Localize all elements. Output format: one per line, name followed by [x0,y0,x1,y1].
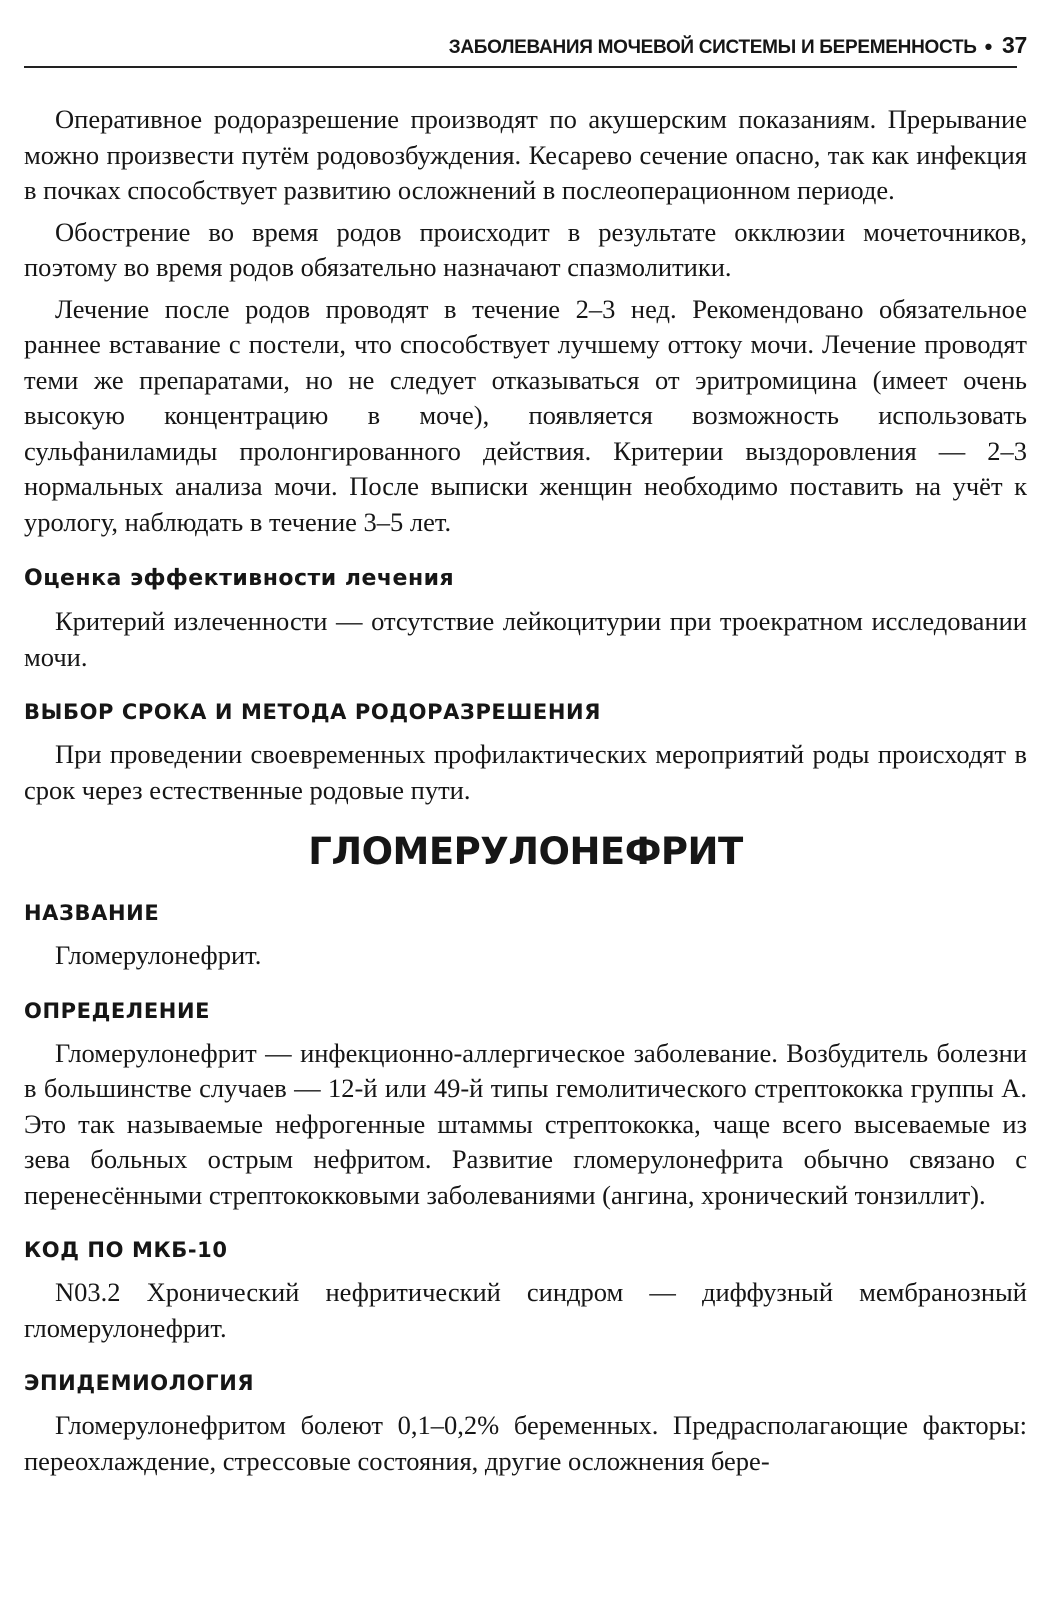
header-rule [24,66,1017,68]
book-page [24,30,1027,1479]
heading-epidemiology: ЭПИДЕМИОЛОГИЯ [24,1371,255,1395]
heading-name: НАЗВАНИЕ [24,901,160,925]
paragraph-definition: Гломерулонефрит — инфекционно-аллергическое заболевание. Возбудитель болезни в большинстве случаев — 12-й или 49-й типы гемолитического стрептококка группы А. Это так называемые нефрогенные штаммы стрептококка, чаще всего высеваемые из зева больных острым нефритом. Развитие гломерулонефрита обычно связано с перенесёнными стрептококковыми заболеваниями (ангина, хронический тонзиллит). [24,1037,1027,1210]
heading-definition: ОПРЕДЕЛЕНИЕ [24,998,211,1023]
paragraph-efficacy: Критерий излеченности — отсутствие лейкоцитурии при троекратном исследовании мочи. [24,606,1027,672]
paragraph-postpartum-treatment: Лечение после родов проводят в течение 2–3 нед. Рекомендовано обязательное раннее вставание с постели, что способствует лучшему оттоку мочи. Лечение проводят теми же препаратами, но не следует отказываться от эритромицина (имеет очень высокую концентрацию в моче), появляется возможность использовать сульфаниламиды пролонгированного действия. Критерии выздоровления — 2–3 нормальных анализа мочи. После выписки женщин необходимо поставить на учёт к урологу, наблюдать в течение 3–5 лет. [24,293,1027,537]
heading-icd-code: КОД ПО МКБ-10 [24,1238,228,1262]
bullet-separator: • [984,34,993,59]
running-header [24,30,1027,64]
paragraph-exacerbation: Обострение во время родов происходит в результате окклюзии мочеточников, поэтому во время родов обязательно назначают спазмолитики. [24,216,1027,282]
paragraph-delivery: Оперативное родоразрешение производят по акушерским показаниям. Прерывание можно произвести путём родовозбуждения. Кесарево сечение опасно, так как инфекция в почках способствует развитию осложнений в послеоперационном периоде. [24,104,1027,205]
page-number: 37 [1002,32,1027,58]
paragraph-delivery-method: При проведении своевременных профилактических мероприятий роды происходят в срок через естественные родовые пути. [24,739,1027,805]
chapter-title: ГЛОМЕРУЛОНЕФРИТ [308,830,743,873]
page-body [24,102,1027,1479]
paragraph-name: Гломерулонефрит. [55,940,262,970]
heading-delivery-method: ВЫБОР СРОКА И МЕТОДА РОДОРАЗРЕШЕНИЯ [24,700,601,724]
paragraph-icd-code: N03.2 Хронический нефритический синдром — диффузный мембранозный гломерулонефрит. [24,1277,1027,1343]
paragraph-epidemiology: Гломерулонефритом болеют 0,1–0,2% беременных. Предрасполагающие факторы: переохлаждение, стрессовые состояния, другие осложнения бере- [24,1410,1027,1476]
heading-efficacy: Оценка эффективности лечения [24,566,455,591]
running-title: ЗАБОЛЕВАНИЯ МОЧЕВОЙ СИСТЕМЫ И БЕРЕМЕННОСТЬ [448,37,977,58]
